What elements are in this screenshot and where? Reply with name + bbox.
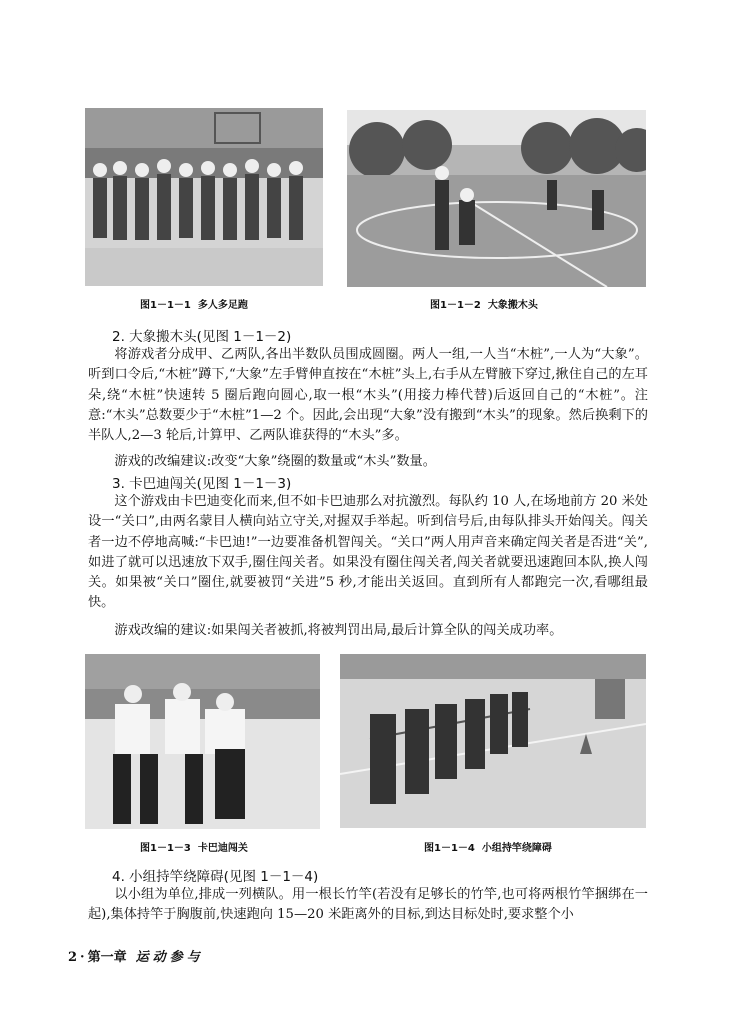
figure-label: 图1－1－1 bbox=[140, 300, 191, 311]
section-heading: 3. 卡巴迪闯关(见图 1－1－3) bbox=[112, 476, 292, 492]
figure-title: 卡巴迪闯关 bbox=[197, 843, 248, 854]
paragraph: 这个游戏由卡巴迪变化而来,但不如卡巴迪那么对抗激烈。每队约 10 人,在场地前方 20 米处设一“关口”,由两名蒙目人横向站立守关,对握双手举起。听到信号后,由每队排头开始闯关。闯关者一边不停地高喊:“卡巴迪!”一边要准备机智闯关。“关口”两人用声音来确定闯关者是否进“关”,如进了就可以迅速放下双手,圈住闯关者。如果没有圈住闯关者,闯关者就要迅速跑回本队,换人闯关。如果被“关口”圈住,就要被罚“关进”5 秒,才能出关返回。直到所有人都跑完一次,看哪组最快。 bbox=[88, 494, 648, 611]
paragraph: 以小组为单位,排成一列横队。用一根长竹竿(若没有足够长的竹竿,也可将两根竹竿捆绑在一起),集体持竿于胸腹前,快速跑向 15—20 米距离外的目标,到达目标处时,要求整个小 bbox=[88, 887, 648, 923]
figure-1-1-3-photo bbox=[85, 654, 320, 829]
figure-caption bbox=[430, 296, 538, 311]
paragraph: 游戏的改编建议:改变“大象”绕圈的数量或“木头”数量。 bbox=[114, 454, 436, 469]
figure-1-1-4-photo bbox=[340, 654, 646, 828]
footer-separator: · bbox=[80, 950, 85, 965]
figure-title: 小组持竿绕障碍 bbox=[481, 843, 552, 854]
figure-title: 大象搬木头 bbox=[487, 300, 538, 311]
page-footer bbox=[68, 946, 204, 965]
section-heading: 4. 小组持竿绕障碍(见图 1－1－4) bbox=[112, 869, 319, 885]
figure-caption bbox=[140, 839, 248, 854]
figure-title: 多人多足跑 bbox=[197, 300, 248, 311]
figure-label: 图1－1－2 bbox=[430, 300, 481, 311]
section-heading: 2. 大象搬木头(见图 1－1－2) bbox=[112, 329, 292, 345]
figure-1-1-1-photo bbox=[85, 108, 323, 286]
figure-caption bbox=[424, 839, 552, 854]
chapter-title: 运动参与 bbox=[135, 950, 204, 965]
figure-label: 图1－1－3 bbox=[140, 843, 191, 854]
chapter-label: 第一章 bbox=[87, 950, 127, 965]
page-number: 2 bbox=[68, 950, 78, 965]
figure-1-1-2-photo bbox=[347, 110, 646, 287]
figure-label: 图1－1－4 bbox=[424, 843, 475, 854]
figure-caption bbox=[140, 296, 248, 311]
paragraph: 游戏改编的建议:如果闯关者被抓,将被判罚出局,最后计算全队的闯关成功率。 bbox=[114, 623, 563, 638]
paragraph: 将游戏者分成甲、乙两队,各出半数队员围成圆圈。两人一组,一人当“木桩”,一人为“大象”。听到口令后,“木桩”蹲下,“大象”左手臂伸直按在“木桩”头上,右手从左臂腋下穿过,揪住自己的左耳朵,绕“木桩”快速转 5 圈后跑向圆心,取一根“木头”(用接力棒代替)后返回自己的“木桩”。注意:“木头”总数要少于“木桩”1—2 个。因此,会出现“大象”没有搬到“木头”的现象。然后换剩下的半队人,2—3 轮后,计算甲、乙两队谁获得的“木头”多。 bbox=[88, 347, 648, 444]
